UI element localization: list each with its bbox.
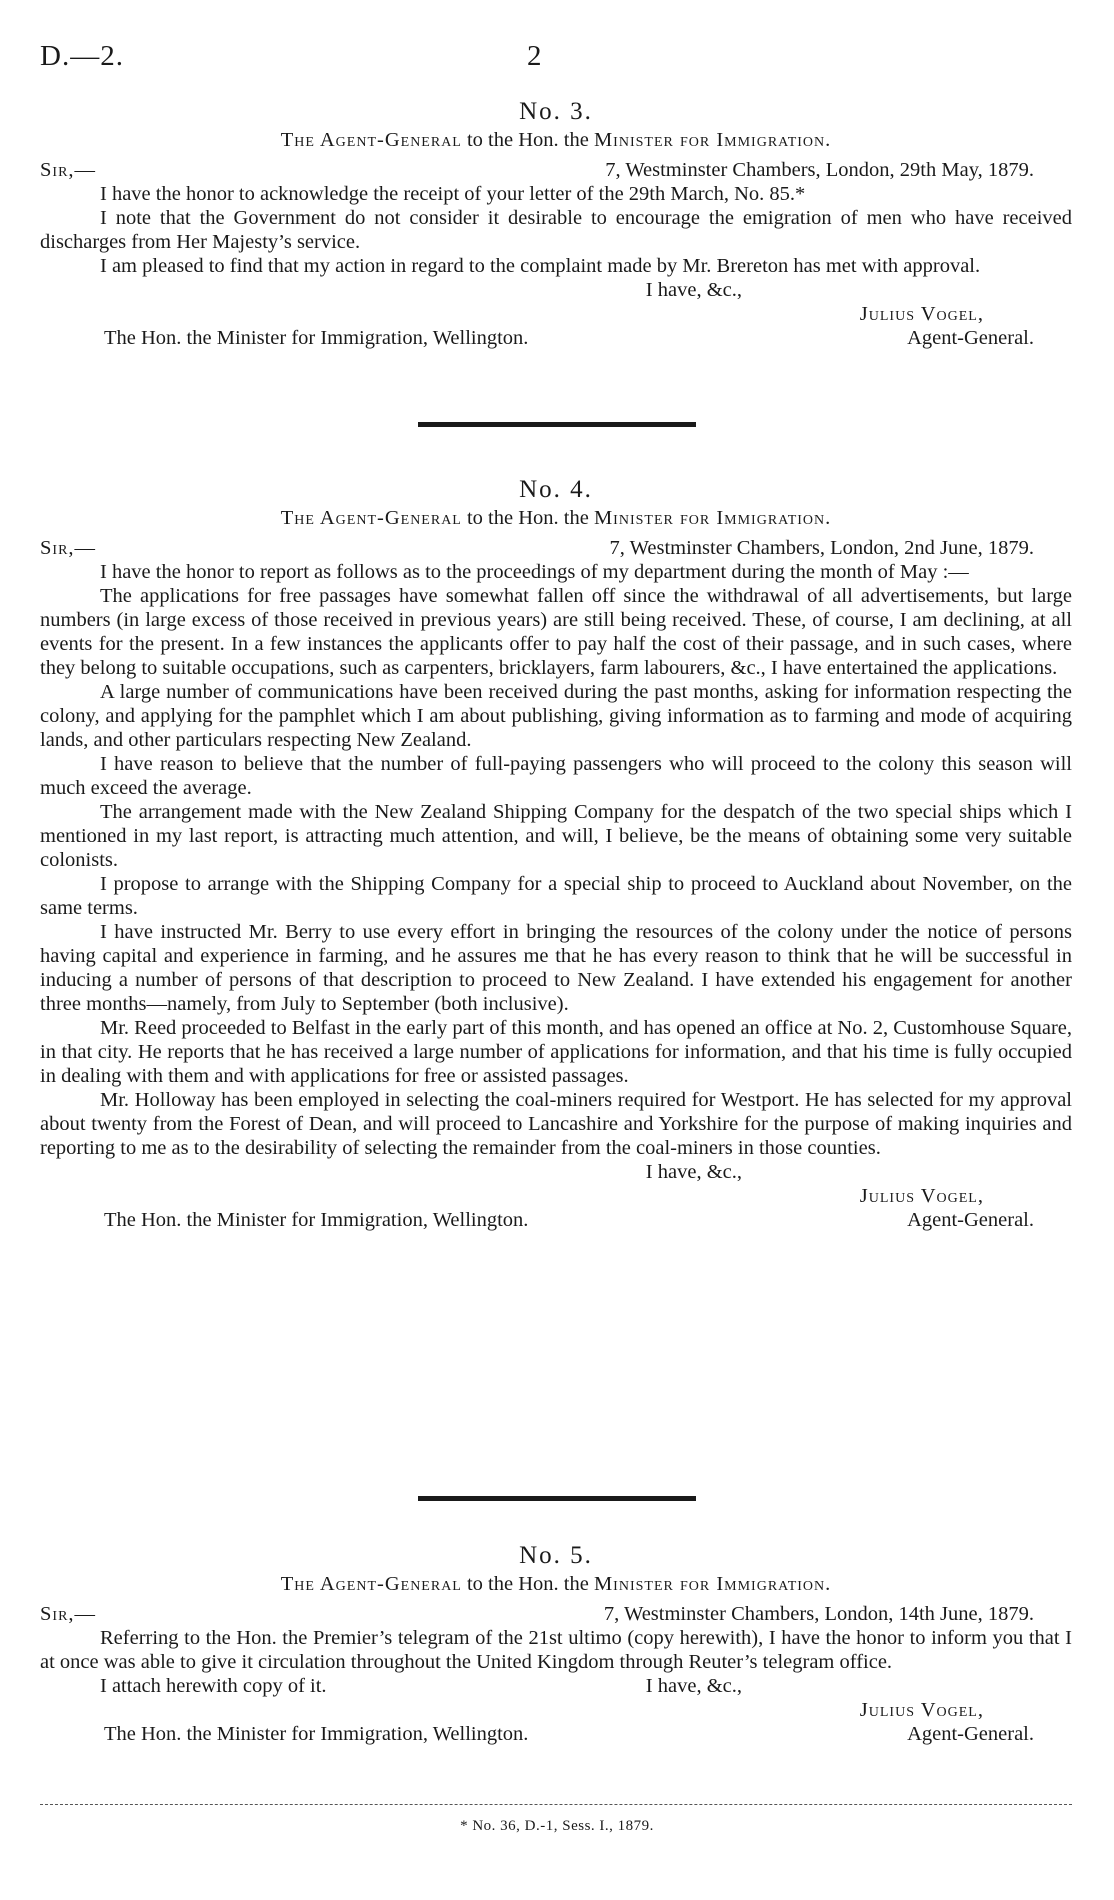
signature-row (40, 1184, 1072, 1208)
paragraph: A large number of communications have been received during the past months, asking for information respecting the colony, and applying for the pamphlet which I am about publishing, giving information as to farming and mode of acquiring lands, and other particulars respecting New Zealand. (40, 681, 1072, 751)
place-date: 7, Westminster Chambers, London, 2nd June, 1879. (609, 537, 1034, 559)
paragraph: I have the honor to report as follows as to the proceedings of my department during the month of May :— (100, 561, 969, 583)
closing-row (40, 278, 1072, 302)
place-date: 7, Westminster Chambers, London, 14th June, 1879. (603, 1603, 1034, 1625)
salutation: Sir,— (40, 1603, 97, 1625)
paragraph: I attach herewith copy of it. (100, 1675, 327, 1697)
addressee: The Hon. the Minister for Immigration, Wellington. (104, 1723, 529, 1745)
salutation: Sir,— (40, 537, 97, 559)
letter-no-4 (40, 478, 1072, 1234)
address-row (40, 1208, 1072, 1234)
letter-number: No. 3. (519, 98, 593, 125)
section-divider (418, 422, 696, 427)
place-date: 7, Westminster Chambers, London, 29th May, 1879. (605, 159, 1034, 181)
page-number: 2 (527, 40, 542, 72)
signatory: Julius Vogel, (859, 303, 984, 325)
closing: I have, &c., (645, 1675, 742, 1697)
paragraph: I propose to arrange with the Shipping Company for a special ship to proceed to Auckland about November, on the same terms. (40, 873, 1072, 919)
signatory-title: Agent-General. (907, 1209, 1034, 1231)
letter-heading: The Agent-General to the Hon. the Minister for Immigration. (280, 1573, 832, 1595)
footnote-rule (40, 1804, 1072, 1805)
paragraph: I am pleased to find that my action in regard to the complaint made by Mr. Brereton has met with approval. (100, 255, 981, 277)
paragraph: Referring to the Hon. the Premier’s telegram of the 21st ultimo (copy herewith), I have the honor to inform you that I at once was able to give it circulation throughout the United Kingdom through Reuter’s telegram office. (40, 1627, 1072, 1673)
signature-row (40, 1698, 1072, 1722)
paragraph: Mr. Reed proceeded to Belfast in the early part of this month, and has opened an office at No. 2, Customhouse Square, in that city. He reports that he has received a large number of applications for information, and that his time is fully occupied in dealing with them and with applications for free or assisted passages. (40, 1017, 1072, 1087)
paragraph: I have the honor to acknowledge the receipt of your letter of the 29th March, No. 85.* (100, 183, 806, 205)
paper-reference: D.—2. (40, 40, 124, 72)
signatory-title: Agent-General. (907, 327, 1034, 349)
letter-heading: The Agent-General to the Hon. the Minister for Immigration. (280, 507, 832, 529)
paragraph: The applications for free passages have somewhat fallen off since the withdrawal of all advertisements, but large numbers (in large excess of those received in previous years) are still being received. These, of course, I am declining, at all events for the present. In a few instances the applicants offer to pay half the cost of their passage, and in such cases, where they belong to suitable occupations, such as carpenters, bricklayers, farm labourers, &c., I have entertained the applications. (40, 585, 1072, 679)
paragraph: I note that the Government do not consider it desirable to encourage the emigration of men who have received discharges from Her Majesty’s service. (40, 207, 1072, 253)
letter-no-5 (40, 1544, 1072, 1748)
paragraph: The arrangement made with the New Zealand Shipping Company for the despatch of the two special ships which I mentioned in my last report, is attracting much attention, and will, I believe, be the means of obtaining some very suitable colonists. (40, 801, 1072, 871)
salutation-row (40, 1602, 1072, 1626)
address-row (40, 326, 1072, 352)
paragraph: Mr. Holloway has been employed in selecting the coal-miners required for Westport. He has selected for my approval about twenty from the Forest of Dean, and will proceed to Lancashire and Yorkshire for the purpose of making inquiries and reporting to me as to the desirability of selecting the remainder from the coal-miners in those counties. (40, 1089, 1072, 1159)
addressee: The Hon. the Minister for Immigration, Wellington. (104, 327, 529, 349)
salutation-row (40, 536, 1072, 560)
address-row (40, 1722, 1072, 1748)
closing-row (40, 1160, 1072, 1184)
paragraph: I have reason to believe that the number of full-paying passengers who will proceed to the colony this season will much exceed the average. (40, 753, 1072, 799)
signatory-title: Agent-General. (907, 1723, 1034, 1745)
closing: I have, &c., (645, 279, 742, 301)
signature-row (40, 302, 1072, 326)
closing: I have, &c., (645, 1161, 742, 1183)
salutation: Sir,— (40, 159, 97, 181)
closing-row (40, 1674, 1072, 1698)
signatory: Julius Vogel, (859, 1699, 984, 1721)
letter-heading: The Agent-General to the Hon. the Minister for Immigration. (280, 129, 832, 151)
section-divider (418, 1496, 696, 1501)
letter-number: No. 4. (519, 476, 593, 503)
paragraph: I have instructed Mr. Berry to use every effort in bringing the resources of the colony under the notice of persons having capital and experience in farming, and he assures me that he has every reason to think that he will be successful in inducing a number of persons of that description to proceed to New Zealand. I have extended his engagement for another three months—namely, from July to September (both inclusive). (40, 921, 1072, 1015)
letter-no-3 (40, 100, 1072, 352)
salutation-row (40, 158, 1072, 182)
footnote: * No. 36, D.-1, Sess. I., 1879. (460, 1818, 654, 1834)
letter-number: No. 5. (519, 1542, 593, 1569)
signatory: Julius Vogel, (859, 1185, 984, 1207)
addressee: The Hon. the Minister for Immigration, Wellington. (104, 1209, 529, 1231)
